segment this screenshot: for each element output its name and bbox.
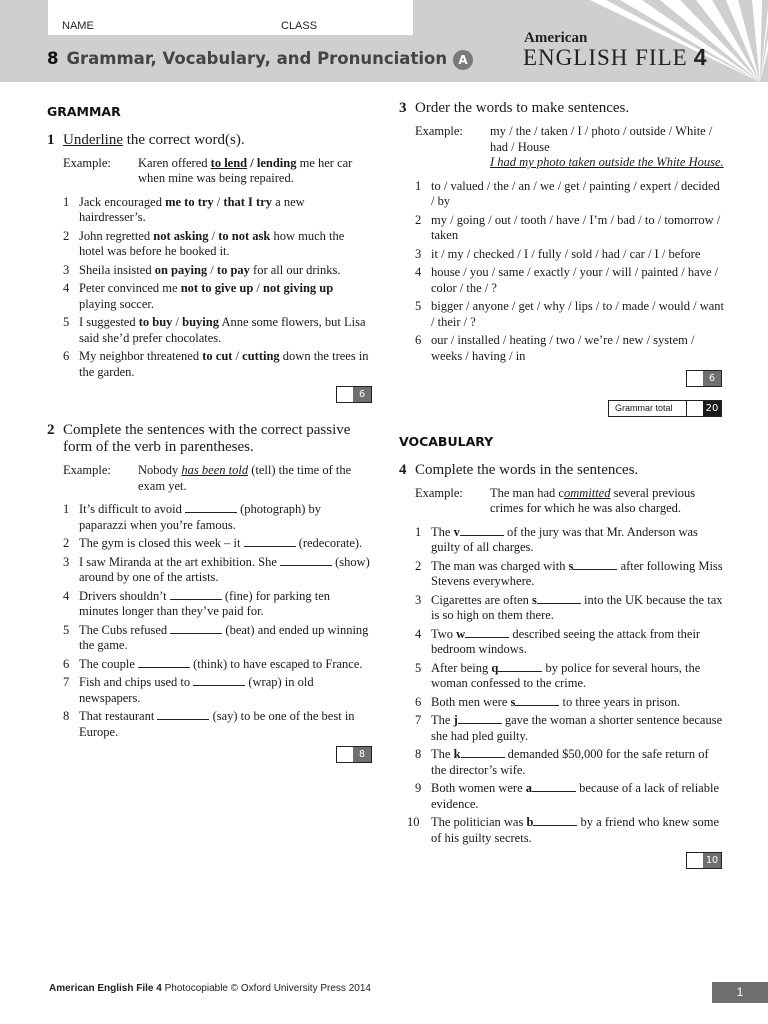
exercise-3-score [399,370,724,388]
item-text: down the trees in the garden. [79,349,369,379]
option-1: not asking [153,228,209,243]
item-text: (fine) for parking ten minutes longer than they’ve paid for. [79,588,331,618]
option-2: to pay [216,262,250,277]
list-item [47,589,372,620]
item-text: (say) to be one of the best in Europe. [79,709,355,739]
item-text: The Cubs refused [79,622,168,637]
exercise-1-example [63,156,372,187]
item-text: for all our drinks. [253,262,341,277]
item-number: 3 [63,554,70,569]
first-letter: k [453,747,461,761]
item-text: Sheila insisted [79,262,152,277]
grammar-heading: GRAMMAR [47,104,121,119]
item-text: Fish and chips used to [79,675,191,689]
first-letter: q [491,660,499,675]
item-number: 9 [415,781,422,795]
item-text: Drivers shouldn’t [79,588,167,603]
example-option: lending [256,155,297,170]
first-letter: s [510,694,516,709]
item-number: 6 [415,333,422,347]
example-text: Nobody [138,463,179,477]
option-2: cutting [242,349,280,363]
item-number: 4 [415,626,422,641]
answer-blank [157,709,209,720]
class-label: CLASS [281,20,318,32]
item-number: 2 [415,212,422,227]
option-1: to buy [138,315,173,329]
item-number: 5 [415,299,422,313]
exercise-3-items [399,179,724,365]
list-item: 1 Jack encouraged me to try / that I try a new hairdresser’s. [63,194,305,224]
answer-blank [280,555,332,566]
example-label: Example: [63,155,111,170]
item-text: described seeing the attack from their bedroom windows. [431,626,701,656]
footer [49,983,371,994]
item-text: The [431,524,451,539]
score-value: 6 [703,371,721,386]
exercise-number: 2 [47,422,55,438]
example-text: The man had c [490,485,564,500]
list-item [47,555,372,586]
instruction-text: Complete the words in the sentences. [415,461,639,478]
item-text: My neighbor threatened [79,349,200,363]
list-item [399,525,724,556]
exercise-1-items [47,195,372,381]
answer-blank [515,695,559,706]
list-item [399,333,724,364]
answer-blank [537,593,581,604]
item-number: 1 [415,178,422,193]
item-text: my / going / out / tooth / have / I’m / bad / to / tomorrow / taken [431,212,721,242]
item-text: (wrap) in old newspapers. [79,675,314,705]
item-text: because of a lack of reliable evidence. [431,781,720,811]
item-text: I saw Miranda at the art exhibition. She [79,554,277,569]
exercise-number: 3 [399,100,407,116]
instruction-text: the correct word(s). [126,131,245,148]
first-letter: b [526,815,534,829]
example-answer: to lend [210,155,248,170]
example-text: Karen offered [138,155,208,170]
item-text: I suggested [79,315,136,329]
unit-number: 8 [47,49,59,68]
item-text: playing soccer. [79,296,154,311]
example-label: Example: [415,124,463,138]
item-text: The politician was [431,815,524,829]
instruction-underlined: Underline [63,131,123,148]
list-item [399,695,724,711]
list-item [47,675,372,706]
answer-blank [460,525,504,536]
item-text: by police for several hours, the woman confessed to the crime. [431,660,701,690]
list-item: 6 My neighbor threatened to cut / cutting down the trees in the garden. [63,349,369,379]
exercise-2-score [47,746,372,764]
version-badge: A [453,50,473,70]
list-item [399,713,724,744]
first-letter: s [568,558,574,573]
exercise-4-items [399,525,724,847]
option-separator: / [250,155,254,170]
answer-blank [465,627,509,638]
list-item [399,213,724,244]
option-2: to not ask [218,228,271,243]
item-text: Anne some flowers, but Lisa said she’d prefer chocolates. [79,315,366,345]
first-letter: v [453,524,460,539]
item-text: bigger / anyone / get / why / lips / to / made / would / want / their / ? [431,299,725,329]
item-text: Cigarettes are often [431,592,529,607]
item-text: (beat) and ended up winning the game. [79,622,369,652]
option-2: not giving up [263,281,334,295]
item-number: 7 [415,713,422,727]
first-letter: j [453,713,458,727]
grammar-total-label: Grammar total [609,401,687,416]
item-text: a new hairdresser’s. [79,194,305,224]
item-text: Jack encouraged [79,194,162,209]
item-text: after following Miss Stevens everywhere. [431,558,723,588]
option-2: buying [182,315,219,329]
right-column [399,100,724,888]
answer-blank [193,675,245,686]
exercise-2-items [47,502,372,740]
exercise-3-example [415,124,724,171]
score-value: 6 [353,387,371,402]
item-text: how much the hotel was before he booked it. [79,228,345,258]
example-answer: ommitted [563,485,611,500]
footer-copyright: Photocopiable © Oxford University Press 2014 [164,983,371,994]
list-item [47,502,372,533]
answer-blank [498,661,542,672]
first-letter: w [456,626,466,641]
list-item: 3 Sheila insisted on paying / to pay for all our drinks. [63,262,341,277]
item-text: by a friend who knew some of his guilty secrets. [431,815,720,845]
item-text: gave the woman a shorter sentence because she had pled guilty. [431,713,723,743]
answer-blank [185,502,237,513]
name-label: NAME [62,20,94,32]
exercise-4-example [415,486,724,517]
exercise-number: 4 [399,461,407,478]
unit-title-text: Grammar, Vocabulary, and Pronunciation [66,49,448,68]
item-number: 6 [63,349,70,363]
exercise-2-instruction [47,422,372,456]
option-2: that I try [223,194,273,209]
item-number: 3 [415,246,422,261]
list-item [399,559,724,590]
list-item [47,709,372,740]
item-text: (show) around by one of the artists. [79,554,370,584]
example-answer: has been told [181,463,249,477]
item-number: 5 [63,622,70,637]
instruction-text: Complete the sentences with the correct passive form of the verb in parentheses. [63,422,351,455]
item-text: Two [431,626,454,641]
example-text: (tell) the time of the exam yet. [138,463,352,493]
list-item [399,247,724,263]
answer-blank [533,815,577,826]
item-number: 10 [407,815,420,829]
example-answer: I had my photo taken outside the White House. [490,155,724,169]
item-text: Peter convinced me [79,281,178,295]
grammar-total [399,400,724,418]
page-header [0,0,768,82]
list-item [399,593,724,624]
item-text: The [431,747,451,761]
item-text: (photograph) by paparazzi when you’re famous. [79,502,322,532]
instruction-text: Order the words to make sentences. [415,100,630,116]
list-item [47,657,372,673]
item-text: our / installed / heating / two / we’re / new / system / weeks / having / in [431,333,695,363]
option-1: me to try [165,194,214,209]
brand-level: 4 [693,44,708,70]
first-letter: a [525,781,533,795]
item-text: house / you / same / exactly / your / will / painted / have / color / the / ? [431,265,719,295]
item-text: Both men were [431,694,508,709]
answer-blank [170,623,222,634]
exercise-4-score [399,852,724,870]
item-number: 1 [415,524,422,539]
exercise-4-instruction [399,462,724,479]
list-item [399,627,724,658]
item-text: to / valued / the / an / we / get / painting / expert / decided / by [431,178,720,208]
item-text: into the UK because the tax is so high on them there. [431,592,723,622]
answer-blank [573,559,617,570]
list-item [399,265,724,296]
brand-logo [523,44,707,71]
item-text: to three years in prison. [562,694,681,709]
item-text: John regretted [79,228,151,243]
unit-title [47,49,447,68]
item-number: 6 [63,656,70,671]
score-value: 10 [703,853,721,868]
list-item [47,623,372,654]
item-text: The man was charged with [431,558,566,573]
example-label: Example: [415,485,463,500]
exercise-2-example [63,463,372,494]
item-number: 2 [63,228,70,243]
item-number: 2 [63,536,70,550]
example-label: Example: [63,463,111,477]
item-text: (redecorate). [298,536,363,550]
score-value: 8 [353,747,371,762]
item-text: That restaurant [79,709,155,723]
item-text: (think) to have escaped to France. [193,656,363,671]
vocabulary-heading: VOCABULARY [399,434,494,449]
list-item [399,179,724,210]
list-item [399,747,724,778]
list-item: 2 John regretted not asking / to not ask how much the hotel was before he booked it. [63,228,345,258]
option-1: on paying [154,262,208,277]
example-text: my / the / taken / I / photo / outside / White / had / House [490,124,713,154]
example-text: me her car when mine was being repaired. [138,155,353,185]
item-text: Both women were [431,781,523,795]
exercise-1-instruction [47,132,372,149]
grammar-total-value: 20 [703,401,721,416]
item-number: 8 [415,747,422,761]
item-number: 3 [63,262,70,277]
item-text: it / my / checked / I / fully / sold / had / car / I / before [431,246,701,261]
item-number: 1 [63,194,70,209]
exercise-3-instruction [399,100,724,117]
list-item [399,781,724,812]
item-text: demanded $50,000 for the safe return of the director’s wife. [431,747,709,777]
item-number: 8 [63,709,70,723]
page-number: 1 [712,982,768,1003]
answer-blank [138,657,190,668]
first-letter: s [532,592,537,607]
option-1: not to give up [180,281,254,295]
item-number: 7 [63,675,70,689]
name-class-strip [48,0,413,35]
answer-blank [170,589,222,600]
item-number: 6 [415,694,422,709]
list-item: 5 I suggested to buy / buying Anne some flowers, but Lisa said she’d prefer chocolates. [63,315,366,345]
item-number: 2 [415,558,422,573]
item-number: 5 [63,315,70,329]
brand-top: American [524,30,588,46]
option-1: to cut [202,349,233,363]
item-text: The gym is closed this week – it [79,536,241,550]
item-number: 3 [415,592,422,607]
item-number: 1 [63,502,70,516]
list-item [47,536,372,552]
item-text: After being [431,660,489,675]
item-number: 4 [63,281,70,295]
item-number: 4 [415,265,422,279]
left-column [47,100,372,782]
answer-blank [461,747,505,758]
item-number: 4 [63,588,70,603]
exercise-number: 1 [47,131,55,148]
exercise-1-score [47,386,372,404]
item-text: of the jury was that Mr. Anderson was guilty of all charges. [431,524,698,554]
answer-blank [532,781,576,792]
item-text: It’s difficult to avoid [79,502,182,516]
answer-blank [244,536,296,547]
item-number: 5 [415,660,422,675]
list-item [399,661,724,692]
list-item [399,299,724,330]
answer-blank [458,713,502,724]
footer-brand: American English File 4 [49,983,162,994]
list-item: 4 Peter convinced me not to give up / not giving up playing soccer. [63,281,334,311]
brand-main-text: ENGLISH FILE [523,45,688,70]
item-text: The couple [79,656,135,671]
example-text: several previous crimes for which he was also charged. [490,485,696,515]
list-item [399,815,724,846]
item-text: The [431,713,451,727]
